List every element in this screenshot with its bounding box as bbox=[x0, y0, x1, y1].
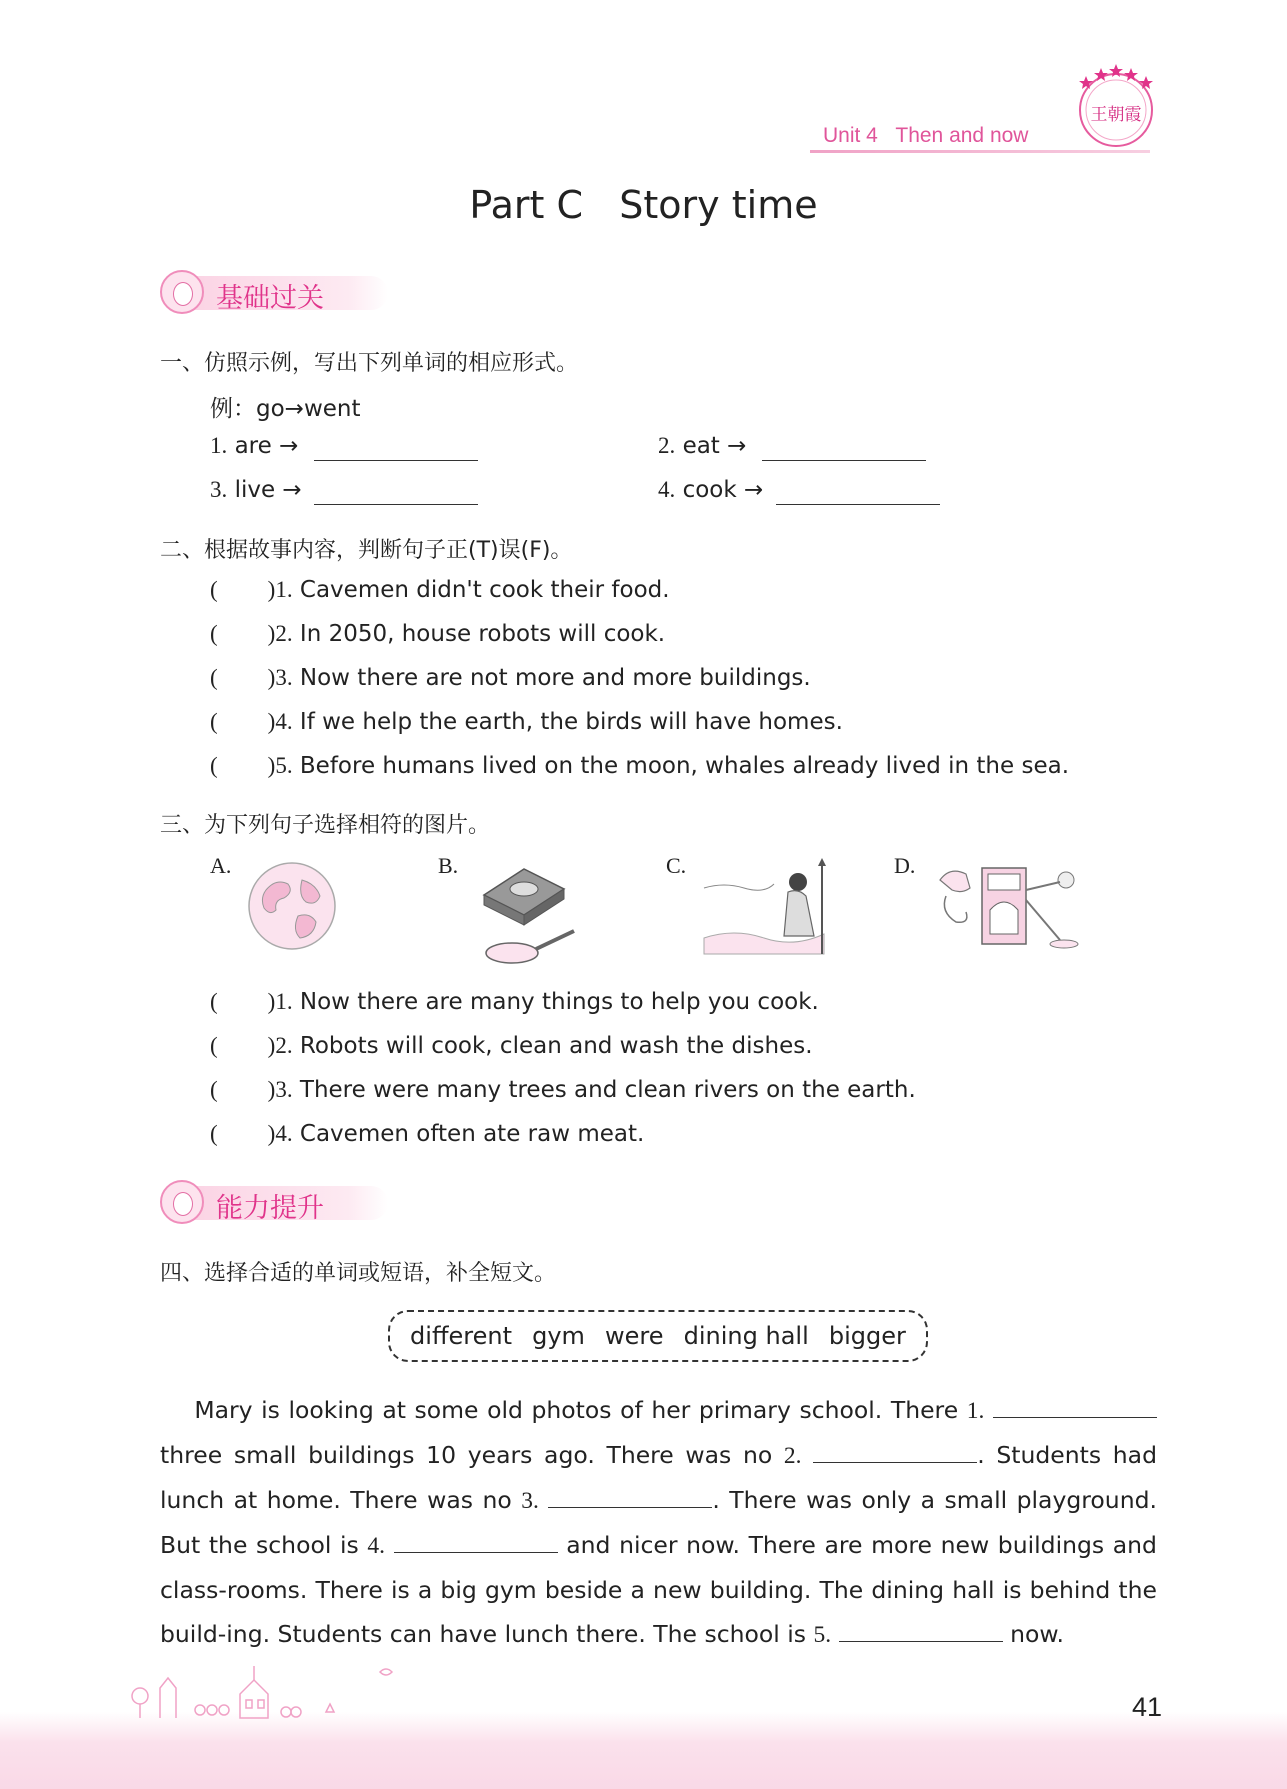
picture-label-d: D. bbox=[894, 853, 916, 878]
word-bank-item: bigger bbox=[828, 1322, 906, 1350]
picture-label-a: A. bbox=[210, 853, 232, 878]
page-title: Part C Story time bbox=[469, 183, 818, 227]
unit-label: Unit 4 bbox=[823, 124, 878, 147]
q2-item-3: ( )3. Now there are not more and more buildings. bbox=[210, 665, 811, 691]
section-badge-advanced bbox=[160, 1180, 390, 1224]
word-bank-item: gym bbox=[532, 1322, 585, 1350]
cloze-blank-4[interactable] bbox=[394, 1552, 558, 1553]
q1-blank-4[interactable] bbox=[776, 504, 940, 505]
q3-item-1: ( )1. Now there are many things to help you cook. bbox=[210, 989, 819, 1015]
q1-item-1: 1. are → bbox=[210, 433, 299, 459]
caveman-icon bbox=[702, 858, 842, 958]
q3-item-2: ( )2. Robots will cook, clean and wash the dishes. bbox=[210, 1033, 813, 1059]
q2-instruction: 二、根据故事内容，判断句子正(T)误(F)。 bbox=[160, 538, 573, 563]
word-bank-item: dining hall bbox=[683, 1322, 809, 1350]
brand-seal-icon bbox=[1072, 60, 1160, 150]
unit-header bbox=[823, 124, 1028, 148]
footer-band bbox=[0, 1712, 1287, 1789]
q3-item-3: ( )3. There were many trees and clean rivers on the earth. bbox=[210, 1077, 916, 1103]
unit-title: Then and now bbox=[895, 124, 1029, 147]
picture-label-b: B. bbox=[438, 853, 459, 878]
word-bank-item: were bbox=[605, 1322, 664, 1350]
girl-avatar-icon bbox=[160, 270, 204, 314]
q2-item-4: ( )4. If we help the earth, the birds will have homes. bbox=[210, 709, 843, 735]
q1-blank-3[interactable] bbox=[314, 504, 478, 505]
header-line bbox=[810, 150, 1150, 153]
q1-item-4: 4. cook → bbox=[658, 477, 764, 503]
cloze-passage: Mary is looking at some old photos of her primary school. There 1. three small buildings 10 years ago. There was no 2. . Students had lunch at home. There was no 3. . There was only a small playground. But the school is 4. and nicer now. There are more new buildings and class-rooms. There is a big gym beside a new building. The dining hall is behind the build-ing. Students can have lunch there. The school is 5. now. bbox=[160, 1396, 1157, 1648]
q1-item-2: 2. eat → bbox=[658, 433, 747, 459]
section-badge-basic bbox=[160, 270, 390, 314]
word-bank bbox=[388, 1310, 928, 1362]
q1-blank-1[interactable] bbox=[314, 460, 478, 461]
q3-instruction: 三、为下列句子选择相符的图片。 bbox=[160, 813, 491, 838]
cloze-blank-1[interactable] bbox=[993, 1417, 1157, 1418]
q1-blank-2[interactable] bbox=[762, 460, 926, 461]
page-number: 41 bbox=[1132, 1692, 1163, 1722]
q2-item-1: ( )1. Cavemen didn't cook their food. bbox=[210, 577, 670, 603]
q2-item-5: ( )5. Before humans lived on the moon, whales already lived in the sea. bbox=[210, 753, 1070, 779]
kitchen-tools-icon bbox=[474, 855, 584, 975]
section-badge-label: 基础过关 bbox=[216, 283, 324, 314]
cloze-blank-3[interactable] bbox=[548, 1507, 712, 1508]
cloze-blank-2[interactable] bbox=[813, 1462, 977, 1463]
girl-avatar-icon bbox=[160, 1180, 204, 1224]
q4-instruction: 四、选择合适的单词或短语，补全短文。 bbox=[160, 1261, 557, 1286]
town-illustration-icon bbox=[120, 1660, 400, 1720]
q1-example: 例：go→went bbox=[210, 396, 361, 422]
picture-label-c: C. bbox=[666, 853, 687, 878]
section-badge-label: 能力提升 bbox=[216, 1193, 324, 1224]
earth-icon bbox=[246, 860, 338, 952]
cloze-blank-5[interactable] bbox=[839, 1641, 1003, 1642]
q2-item-2: ( )2. In 2050, house robots will cook. bbox=[210, 621, 666, 647]
robot-icon bbox=[930, 860, 1090, 952]
word-bank-item: different bbox=[410, 1322, 512, 1350]
q1-instruction: 一、仿照示例，写出下列单词的相应形式。 bbox=[160, 351, 579, 376]
svg-text:王朝霞: 王朝霞 bbox=[1090, 105, 1142, 125]
q1-item-3: 3. live → bbox=[210, 477, 302, 503]
q3-item-4: ( )4. Cavemen often ate raw meat. bbox=[210, 1121, 645, 1147]
